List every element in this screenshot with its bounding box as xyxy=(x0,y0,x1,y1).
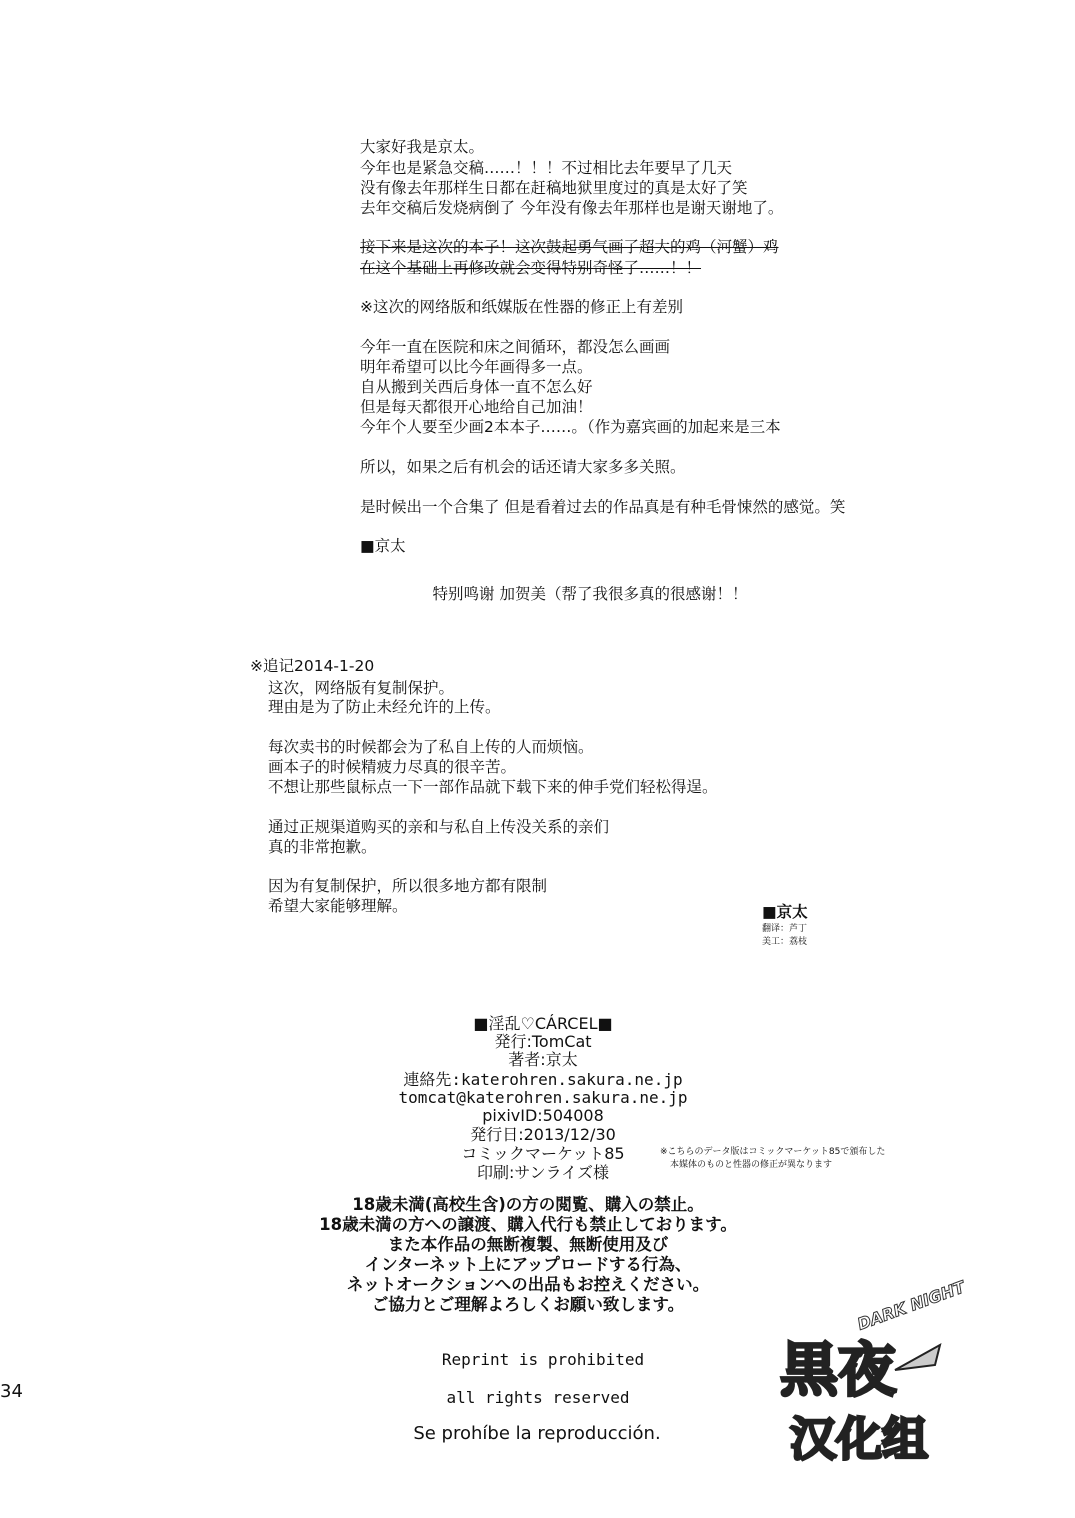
notice-line: ご協力とご理解よろしくお願い致します。 xyxy=(371,1295,685,1314)
afterword-line: 没有像去年那样生日都在赶稿地狱里度过的真是太好了笑 xyxy=(360,179,748,197)
afterword-line: 所以，如果之后有机会的话还请大家多多关照。 xyxy=(360,458,686,476)
colophon-line: 発行:TomCat xyxy=(494,1032,592,1051)
postscript-line: 通过正规渠道购买的亲和与私自上传没关系的亲们 xyxy=(268,818,610,836)
svg-text:DARK NIGHT: DARK NIGHT xyxy=(854,1277,968,1334)
notice-line: 18歳未満の方への譲渡、購入代行も禁止しております。 xyxy=(319,1215,737,1234)
notice-line: ネットオークションへの出品もお控えください。 xyxy=(346,1275,710,1294)
afterword-line: 自从搬到关西后身体一直不怎么好 xyxy=(360,378,593,396)
postscript-line: 真的非常抱歉。 xyxy=(268,838,377,856)
postscript-line: 希望大家能够理解。 xyxy=(268,897,408,915)
thanks-line: 特别鸣谢 加贺美（帮了我很多真的很感谢！！ xyxy=(432,585,748,603)
postscript-line: 不想让那些鼠标点一下一部作品就下载下来的伸手党们轻松得逞。 xyxy=(268,778,718,796)
postscript-line: 每次卖书的时候都会为了私自上传的人而烦恼。 xyxy=(268,738,594,756)
colophon-line: tomcat@katerohren.sakura.ne.jp xyxy=(398,1088,688,1107)
svg-text:汉化组: 汉化组 xyxy=(790,1412,928,1466)
spanish-notice: Se prohíbe la reproducción. xyxy=(413,1423,661,1444)
scanlation-group-logo xyxy=(775,1277,968,1490)
postscript-line: 画本子的时候精疲力尽真的很辛苦。 xyxy=(268,758,517,776)
colophon-line: 発行日:2013/12/30 xyxy=(470,1125,616,1144)
afterword-line: 明年希望可以比今年画得多一点。 xyxy=(360,358,593,376)
colophon-line: 連絡先:katerohren.sakura.ne.jp xyxy=(403,1070,683,1089)
afterword-line: 今年个人要至少画2本本子……。（作为嘉宾画的加起来是三本 xyxy=(360,418,781,436)
data-version-note-1: ※こちらのデータ版はコミックマーケット85で頒布した xyxy=(660,1147,886,1157)
afterword-line: 今年一直在医院和床之间循环，都没怎么画画 xyxy=(360,338,671,356)
postscript-header: ※追记2014-1-20 xyxy=(250,657,375,675)
rights-notice: all rights reserved xyxy=(446,1388,630,1407)
colophon-line: ■淫乱♡CÁRCEL■ xyxy=(473,1014,613,1033)
notice-line: インターネット上にアップロードする行為、 xyxy=(364,1255,692,1274)
editor-credit: 美工：荔枝 xyxy=(762,937,808,947)
afterword-line: 接下来是这次的本子！这次鼓起勇气画了超大的鸡（河蟹）鸡 xyxy=(360,238,779,256)
page-number: 34 xyxy=(0,1381,23,1402)
translator-credit: 翻译：芦丁 xyxy=(762,924,808,934)
afterword-line: 是时候出一个合集了 但是看着过去的作品真是有种毛骨悚然的感觉。笑 xyxy=(360,498,846,516)
afterword-line: 大家好我是京太。 xyxy=(360,138,485,156)
notice-line: また本作品の無断複製、無断使用及び xyxy=(387,1235,669,1254)
colophon-line: 著者:京太 xyxy=(508,1050,578,1069)
afterword-line: 去年交稿后发烧病倒了 今年没有像去年那样也是谢天谢地了。 xyxy=(360,199,784,217)
afterword-line: ■京太 xyxy=(360,537,406,555)
postscript-line: 因为有复制保护，所以很多地方都有限制 xyxy=(268,877,548,895)
colophon-line: 印刷:サンライズ様 xyxy=(477,1163,609,1182)
afterword-line: ※这次的网络版和纸媒版在性器的修正上有差别 xyxy=(360,298,683,316)
reprint-notice: Reprint is prohibited xyxy=(441,1350,645,1369)
afterword-line: 今年也是紧急交稿……！！！不过相比去年要早了几天 xyxy=(360,159,733,177)
postscript-line: 这次，网络版有复制保护。 xyxy=(268,679,455,697)
postscript-line: 理由是为了防止未经允许的上传。 xyxy=(268,698,501,716)
colophon-line: pixivID:504008 xyxy=(482,1106,604,1125)
postscript-signature: ■京太 xyxy=(762,903,808,921)
colophon-line: コミックマーケット85 xyxy=(461,1144,625,1163)
notice-line: 18歳未満(高校生含)の方の閲覧、購入の禁止。 xyxy=(352,1195,704,1214)
data-version-note-2: 本媒体のものと性器の修正が異なります xyxy=(670,1160,833,1170)
afterword-line: 但是每天都很开心地给自己加油！ xyxy=(360,398,593,416)
afterword-line: 在这个基础上再修改就会变得特别奇怪了……！！ xyxy=(360,259,702,277)
svg-text:黒夜: 黒夜 xyxy=(780,1336,897,1404)
